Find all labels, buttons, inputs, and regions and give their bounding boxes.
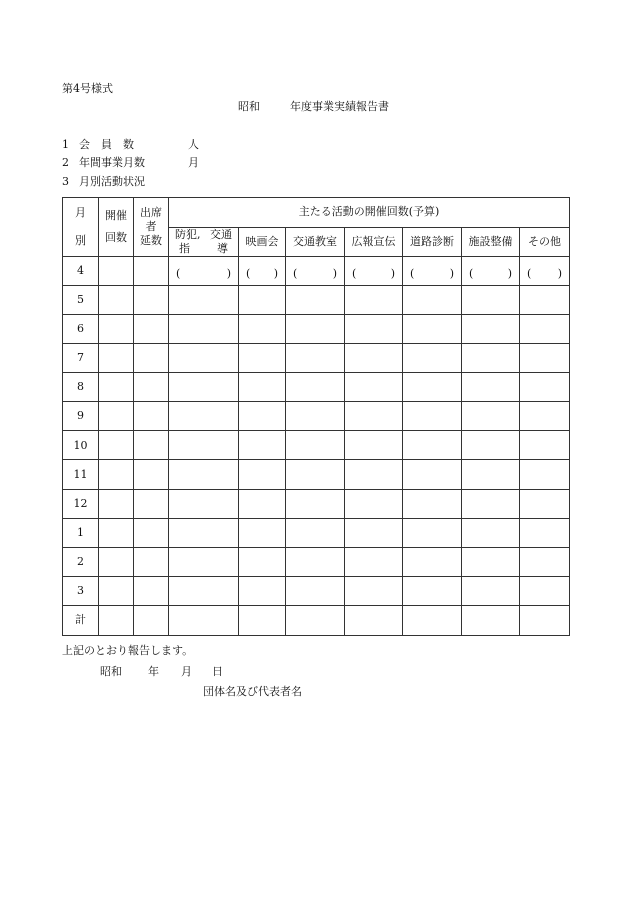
activity-cell <box>520 344 570 373</box>
count-cell <box>99 373 134 402</box>
activity-table <box>62 197 570 636</box>
table-row <box>63 315 570 344</box>
activity-cell <box>520 402 570 431</box>
activity-cell <box>462 286 520 315</box>
activity-cell <box>403 373 462 402</box>
activity-cell <box>520 373 570 402</box>
activity-cell <box>286 547 345 576</box>
activity-cell <box>403 605 462 635</box>
activity-cell <box>403 257 462 286</box>
attendance-cell <box>134 257 169 286</box>
activity-cell <box>169 431 239 460</box>
attendance-cell <box>134 605 169 635</box>
attendance-cell <box>134 489 169 518</box>
attendance-cell <box>134 460 169 489</box>
activity-cell <box>239 431 286 460</box>
attendance-cell <box>134 344 169 373</box>
table-row <box>63 286 570 315</box>
activity-cell <box>403 344 462 373</box>
budget-parenthesis: ( ) <box>469 267 512 281</box>
activity-cell <box>345 605 403 635</box>
activity-cell <box>403 460 462 489</box>
activity-cell <box>345 547 403 576</box>
activity-cell <box>286 605 345 635</box>
activity-cell <box>520 489 570 518</box>
activity-cell <box>462 257 520 286</box>
info-member-count: 1 会 員 数 人 <box>62 138 199 151</box>
header-publicity: 広報宣伝 <box>345 227 403 257</box>
header-film: 映画会 <box>239 227 286 257</box>
activity-cell <box>286 315 345 344</box>
activity-cell <box>169 489 239 518</box>
header-count: 開催 回数 <box>99 198 134 257</box>
activity-cell <box>462 547 520 576</box>
month-cell: 計 <box>63 605 99 635</box>
activity-cell <box>462 431 520 460</box>
count-cell <box>99 344 134 373</box>
count-cell <box>99 605 134 635</box>
activity-cell <box>520 576 570 605</box>
header-facility: 施設整備 <box>462 227 520 257</box>
count-cell <box>99 547 134 576</box>
activity-cell <box>239 547 286 576</box>
activity-cell <box>520 431 570 460</box>
activity-cell <box>239 489 286 518</box>
activity-cell <box>345 315 403 344</box>
info-months-unit: 月 <box>188 156 199 169</box>
signer-label: 団体名及び代表者名 <box>203 685 302 698</box>
table-row <box>63 489 570 518</box>
activity-cell <box>239 518 286 547</box>
table-row <box>63 547 570 576</box>
month-cell: 8 <box>63 373 99 402</box>
budget-parenthesis: ( ) <box>352 267 395 281</box>
activity-cell <box>239 286 286 315</box>
attendance-cell <box>134 518 169 547</box>
activity-cell <box>286 431 345 460</box>
activity-cell <box>462 576 520 605</box>
report-date: 昭和 年 月 日 <box>100 665 223 678</box>
closing-statement: 上記のとおり報告します。 <box>62 644 194 657</box>
count-cell <box>99 518 134 547</box>
header-other: その他 <box>520 227 570 257</box>
activity-cell <box>520 518 570 547</box>
attendance-cell <box>134 373 169 402</box>
activity-cell <box>345 518 403 547</box>
count-cell <box>99 460 134 489</box>
activity-cell <box>169 344 239 373</box>
activity-cell <box>169 547 239 576</box>
attendance-cell <box>134 402 169 431</box>
activity-cell <box>520 257 570 286</box>
table-row <box>63 460 570 489</box>
activity-cell <box>286 402 345 431</box>
activity-cell <box>462 373 520 402</box>
header-traffic-class: 交通教室 <box>286 227 345 257</box>
header-attendance: 出席 者 延数 <box>134 198 169 257</box>
activity-cell <box>169 286 239 315</box>
month-cell: 3 <box>63 576 99 605</box>
activity-cell <box>345 431 403 460</box>
table-row <box>63 402 570 431</box>
activity-cell <box>403 315 462 344</box>
info-member-count-unit: 人 <box>188 138 199 151</box>
activity-cell <box>345 257 403 286</box>
activity-cell <box>239 315 286 344</box>
table-row <box>63 257 570 286</box>
activity-cell <box>345 402 403 431</box>
form-number-label: 第4号様式 <box>62 82 113 95</box>
activity-cell <box>169 257 239 286</box>
info-months-label: 年間事業月数 <box>79 156 145 169</box>
activity-cell <box>403 431 462 460</box>
attendance-cell <box>134 431 169 460</box>
month-cell: 12 <box>63 489 99 518</box>
count-cell <box>99 576 134 605</box>
count-cell <box>99 402 134 431</box>
budget-parenthesis: ( ) <box>176 267 231 281</box>
table-row <box>63 431 570 460</box>
budget-parenthesis: ( ) <box>527 267 563 281</box>
activity-cell <box>403 547 462 576</box>
budget-parenthesis: ( ) <box>293 267 337 281</box>
header-month: 月 別 <box>63 198 99 257</box>
month-cell: 10 <box>63 431 99 460</box>
activity-cell <box>345 460 403 489</box>
month-cell: 4 <box>63 257 99 286</box>
activity-cell <box>169 605 239 635</box>
activity-cell <box>169 402 239 431</box>
activity-cell <box>403 402 462 431</box>
activity-cell <box>239 605 286 635</box>
info-months: 2 年間事業月数 月 <box>62 156 199 169</box>
activity-cell <box>345 286 403 315</box>
activity-cell <box>169 460 239 489</box>
table-row <box>63 518 570 547</box>
count-cell <box>99 315 134 344</box>
activity-cell <box>169 576 239 605</box>
activity-cell <box>462 315 520 344</box>
activity-cell <box>520 605 570 635</box>
activity-cell <box>169 373 239 402</box>
activity-cell <box>403 286 462 315</box>
table-header-row-1 <box>63 198 570 228</box>
activity-cell <box>462 402 520 431</box>
activity-cell <box>239 460 286 489</box>
count-cell <box>99 489 134 518</box>
header-main-activities: 主たる活動の開催回数(予算) <box>169 198 570 228</box>
activity-cell <box>169 518 239 547</box>
activity-cell <box>239 402 286 431</box>
month-cell: 11 <box>63 460 99 489</box>
attendance-cell <box>134 315 169 344</box>
activity-cell <box>403 489 462 518</box>
month-cell: 5 <box>63 286 99 315</box>
table-row <box>63 344 570 373</box>
activity-cell <box>520 286 570 315</box>
activity-cell <box>345 489 403 518</box>
count-cell <box>99 431 134 460</box>
activity-cell <box>345 344 403 373</box>
activity-cell <box>286 286 345 315</box>
document-title <box>238 101 389 112</box>
month-cell: 2 <box>63 547 99 576</box>
activity-cell <box>286 489 345 518</box>
activity-cell <box>239 257 286 286</box>
activity-cell <box>286 257 345 286</box>
month-cell: 9 <box>63 402 99 431</box>
activity-cell <box>403 576 462 605</box>
activity-cell <box>345 576 403 605</box>
activity-cell <box>403 518 462 547</box>
info-member-count-label: 会 員 数 <box>79 138 134 151</box>
header-crime-traffic: 防犯, 交通 指 導 <box>169 227 239 257</box>
activity-cell <box>462 518 520 547</box>
budget-parenthesis: ( ) <box>246 267 278 281</box>
activity-cell <box>286 344 345 373</box>
month-cell: 1 <box>63 518 99 547</box>
activity-cell <box>286 518 345 547</box>
activity-cell <box>239 373 286 402</box>
attendance-cell <box>134 547 169 576</box>
activity-cell <box>462 344 520 373</box>
attendance-cell <box>134 286 169 315</box>
title-text: 年度事業実績報告書 <box>290 100 389 113</box>
attendance-cell <box>134 576 169 605</box>
table-row <box>63 605 570 635</box>
header-road-diagnosis: 道路診断 <box>403 227 462 257</box>
activity-cell <box>462 489 520 518</box>
activity-cell <box>239 576 286 605</box>
title-era: 昭和 <box>238 100 260 113</box>
activity-cell <box>345 373 403 402</box>
month-cell: 6 <box>63 315 99 344</box>
activity-cell <box>286 576 345 605</box>
activity-cell <box>520 547 570 576</box>
activity-cell <box>169 315 239 344</box>
activity-cell <box>286 373 345 402</box>
activity-cell <box>462 460 520 489</box>
count-cell <box>99 257 134 286</box>
activity-cell <box>462 605 520 635</box>
table-row <box>63 373 570 402</box>
table-row <box>63 576 570 605</box>
month-cell: 7 <box>63 344 99 373</box>
count-cell <box>99 286 134 315</box>
activity-cell <box>286 460 345 489</box>
budget-parenthesis: ( ) <box>410 267 454 281</box>
activity-cell <box>239 344 286 373</box>
activity-cell <box>520 315 570 344</box>
info-monthly-activity: 3 月別活動状況 <box>62 175 145 188</box>
info-monthly-activity-label: 月別活動状況 <box>79 175 145 188</box>
activity-cell <box>520 460 570 489</box>
